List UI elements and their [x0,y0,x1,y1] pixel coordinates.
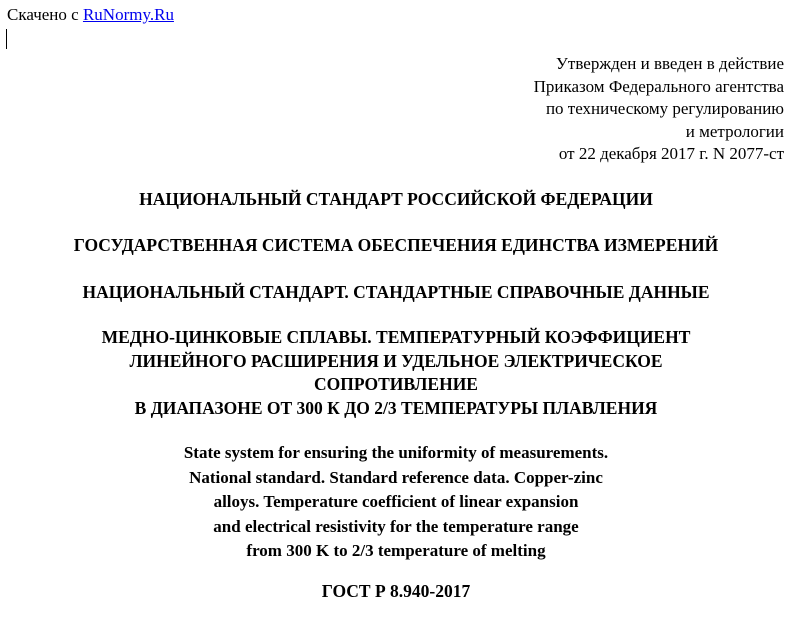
main-title [0,326,792,420]
approval-line: Приказом Федерального агентства [533,76,784,96]
main-title-line: ЛИНЕЙНОГО РАСШИРЕНИЯ И УДЕЛЬНОЕ ЭЛЕКТРИЧЕСКОЕ [129,350,663,371]
national-standard-heading: НАЦИОНАЛЬНЫЙ СТАНДАРТ РОССИЙСКОЙ ФЕДЕРАЦИИ [139,189,653,209]
approval-line: и метрологии [685,121,784,141]
english-title-line: and electrical resistivity for the temperature range [213,516,579,536]
approval-block [534,53,784,166]
runormy-link[interactable]: RuNormy.Ru [82,5,174,24]
gost-number: ГОСТ Р 8.940-2017 [321,581,471,601]
downloaded-from-notice [7,5,174,25]
text-cursor [6,29,7,49]
main-title-line: В ДИАПАЗОНЕ ОТ 300 К ДО 2/3 ТЕМПЕРАТУРЫ ПЛАВЛЕНИЯ [134,397,658,418]
main-title-line: СОПРОТИВЛЕНИЕ [314,374,478,394]
state-system-heading: ГОСУДАРСТВЕННАЯ СИСТЕМА ОБЕСПЕЧЕНИЯ ЕДИНСТВА ИЗМЕРЕНИЙ [73,235,719,255]
english-title-line: National standard. Standard reference data. Copper-zinc [189,467,603,487]
english-title [0,441,792,564]
reference-data-heading: НАЦИОНАЛЬНЫЙ СТАНДАРТ. СТАНДАРТНЫЕ СПРАВОЧНЫЕ ДАННЫЕ [82,282,710,302]
main-title-line: МЕДНО-ЦИНКОВЫЕ СПЛАВЫ. ТЕМПЕРАТУРНЫЙ КОЭФФИЦИЕНТ [101,327,691,347]
approval-line: Утвержден и введен в действие [555,54,784,73]
approval-line: по техническому регулированию [545,99,784,118]
english-title-line: from 300 K to 2/3 temperature of melting [246,541,546,560]
downloaded-from-label: Скачено с [7,5,83,24]
approval-line: от 22 декабря 2017 г. N 2077-ст [558,144,784,163]
english-title-line: State system for ensuring the uniformity of measurements. [183,443,609,462]
english-title-line: alloys. Temperature coefficient of linear expansion [213,492,579,511]
